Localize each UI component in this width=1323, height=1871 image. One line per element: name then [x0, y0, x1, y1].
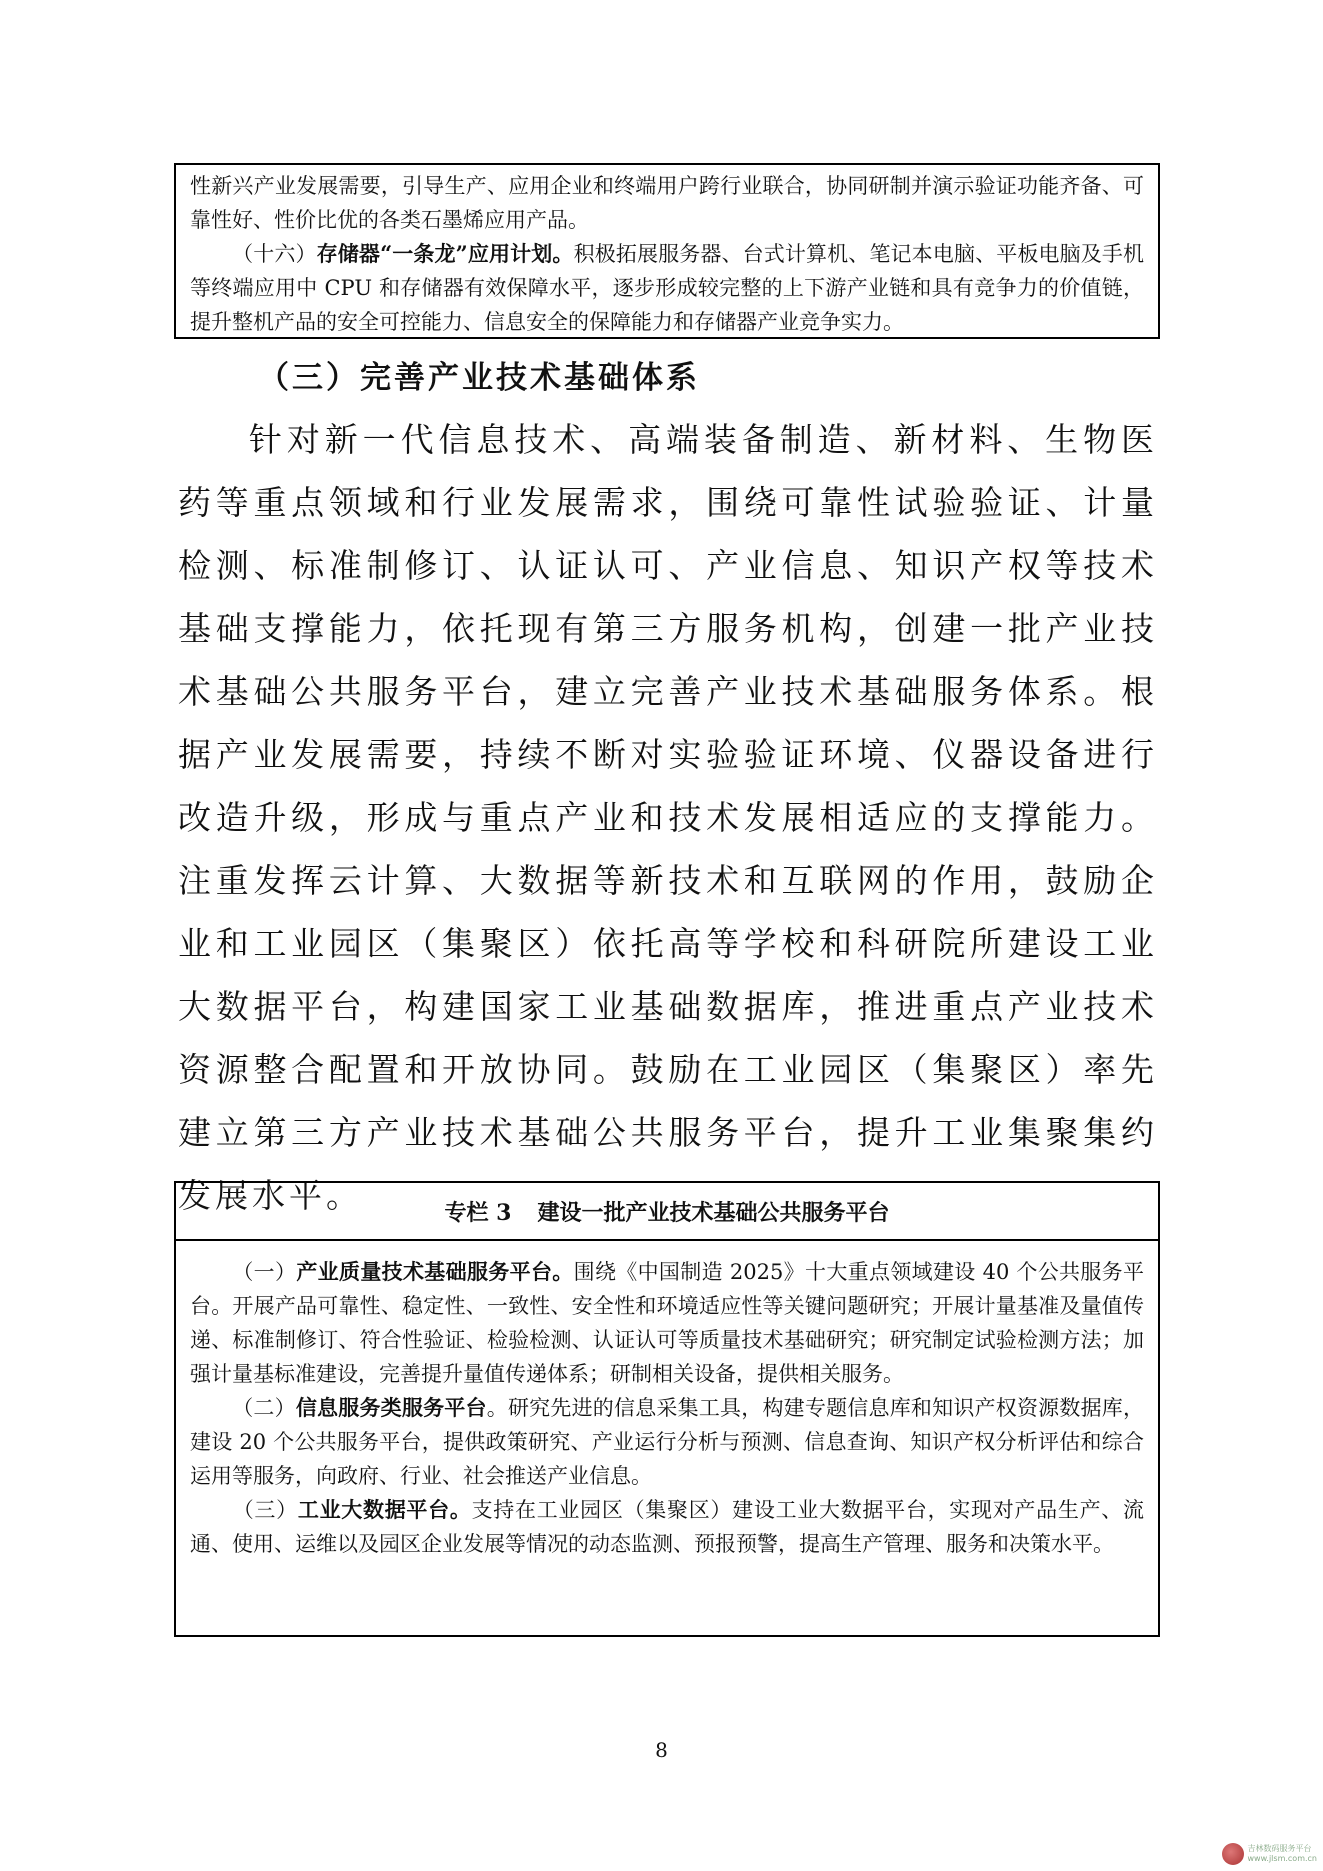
column-item-1	[190, 1255, 1144, 1391]
column-item-3	[190, 1493, 1144, 1561]
watermark	[1222, 1843, 1317, 1865]
item-text: 。研究先进的信息采集工具，构建专题信息库和知识产权资源数据库，建设 20 个公共服务平台，提供政策研究、产业运行分析与预测、信息查询、知识产权分析评估和综合运用等服务，向政府、行业、社会推送产业信息。	[190, 1396, 1145, 1488]
item-title: 信息服务类服务平台	[295, 1395, 487, 1420]
column-box-content	[176, 1241, 1158, 1561]
box-continued-paragraph-1: 性新兴产业发展需要，引导生产、应用企业和终端用户跨行业联合，协同研制并演示验证功能齐备、可靠性好、性价比优的各类石墨烯应用产品。	[190, 174, 1144, 232]
item-text: 围绕《中国制造 2025》十大重点领域建设 40 个公共服务平台。开展产品可靠性、稳定性、一致性、安全性和环境适应性等关键问题研究；开展计量基准及量值传递、标准制修订、符合性验证、检验检测、认证认可等质量技术基础研究；研究制定试验检测方法；加强计量基标准建设，完善提升量值传递体系；研制相关设备，提供相关服务。	[190, 1260, 1145, 1386]
item-title: 存储器“一条龙”应用计划。	[316, 241, 574, 266]
box-continued-paragraph-2	[190, 237, 1144, 339]
watermark-logo-icon	[1222, 1843, 1244, 1865]
box-continued	[174, 163, 1160, 339]
item-prefix: （十六）	[232, 242, 317, 266]
page-number: 8	[655, 1738, 668, 1762]
item-title: 产业质量技术基础服务平台。	[296, 1259, 574, 1284]
column-box-title-text: 建设一批产业技术基础公共服务平台	[537, 1199, 890, 1226]
column-box-3	[174, 1181, 1160, 1637]
section-heading: （三）完善产业技术基础体系	[258, 360, 700, 396]
section-body-text: 针对新一代信息技术、高端装备制造、新材料、生物医药等重点领域和行业发展需求，围绕可靠性试验验证、计量检测、标准制修订、认证认可、产业信息、知识产权等技术基础支撑能力，依托现有第三方服务机构，创建一批产业技术基础公共服务平台，建立完善产业技术基础服务体系。根据产业发展需要，持续不断对实验验证环境、仪器设备进行改造升级，形成与重点产业和技术发展相适应的支撑能力。注重发挥云计算、大数据等新技术和互联网的作用，鼓励企业和工业园区（集聚区）依托高等学校和科研院所建设工业大数据平台，构建国家工业基础数据库，推进重点产业技术资源整合配置和开放协同。鼓励在工业园区（集聚区）率先建立第三方产业技术基础公共服务平台，提升工业集聚集约发展水平。	[178, 420, 1158, 1215]
column-item-2	[190, 1391, 1144, 1493]
watermark-text	[1248, 1844, 1317, 1864]
watermark-line-2: www.jlsm.com.cn	[1247, 1854, 1317, 1863]
item-prefix: （三）	[232, 1498, 298, 1522]
item-title: 工业大数据平台。	[297, 1497, 472, 1522]
section-body	[178, 408, 1158, 1227]
watermark-line-1: 吉林数码服务平台	[1247, 1844, 1312, 1853]
column-box-label: 专栏 3	[444, 1199, 512, 1226]
item-text: 积极拓展服务器、台式计算机、笔记本电脑、平板电脑及手机等终端应用中 CPU 和存储器有效保障水平，逐步形成较完整的上下游产业链和具有竞争力的价值链，提升整机产品的安全可控能力、信息安全的保障能力和存储器产业竞争实力。	[190, 242, 1145, 334]
column-box-title	[176, 1183, 1158, 1241]
item-prefix: （一）	[232, 1260, 297, 1284]
item-text: 支持在工业园区（集聚区）建设工业大数据平台，实现对产品生产、流通、使用、运维以及园区企业发展等情况的动态监测、预报预警，提高生产管理、服务和决策水平。	[190, 1498, 1145, 1556]
item-prefix: （二）	[232, 1396, 296, 1420]
